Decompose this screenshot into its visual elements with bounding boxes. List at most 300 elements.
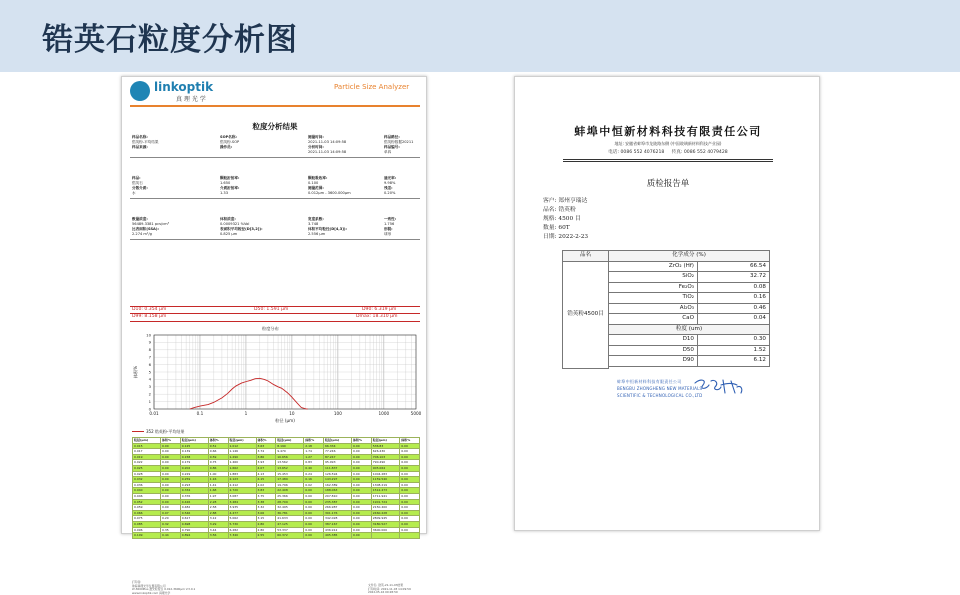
table-cell: 32.495 <box>276 505 304 511</box>
chem-value: 0.46 <box>698 303 770 314</box>
meta-cell: 样品编号: <box>384 145 400 149</box>
y-tick-label: 5 <box>148 369 151 375</box>
table-cell: 1.883 <box>228 471 256 477</box>
footer-right-line: 2022-05-16 09:28:59 <box>368 590 398 595</box>
table-cell: 301.176 <box>324 510 352 516</box>
table-cell: 2.80 <box>256 521 276 527</box>
table-cell: 1.16 <box>208 477 228 483</box>
table-cell: 8.190 <box>276 443 304 449</box>
section-divider <box>130 198 420 199</box>
param-cell: 分散介质: <box>132 186 148 190</box>
table-cell: 0.35 <box>161 527 181 533</box>
table-cell: 0.019 <box>133 454 161 460</box>
table-cell: 342.028 <box>324 516 352 522</box>
chem-value: 66.54 <box>698 261 770 272</box>
company-phone: 电话: 0086 552 4076218 <box>608 150 665 155</box>
meta-cell: 2021-11-03 14:09:58 <box>308 140 347 144</box>
table-cell: 0.179 <box>180 460 208 466</box>
table-cell: 0.00 <box>304 533 324 539</box>
table-cell: 1901.724 <box>371 499 399 505</box>
meta-cell: 样品名称: <box>132 135 148 139</box>
table-cell <box>400 533 420 539</box>
param-cell: 9.98% <box>384 181 396 185</box>
table-cell <box>371 533 399 539</box>
result-cell: 0.825 μm <box>220 232 238 236</box>
title-bar <box>0 0 960 72</box>
table-cell: 2.58 <box>208 505 228 511</box>
table-cell: 126.594 <box>324 471 352 477</box>
table-spacer <box>609 366 770 368</box>
section-divider <box>130 239 420 240</box>
signature-icon <box>691 375 747 401</box>
table-cell: 4.477 <box>228 510 256 516</box>
table-cell: 0.00 <box>352 527 372 533</box>
result-cell: 数量浓度: <box>132 217 148 221</box>
meta-cell: 样品来源: <box>132 145 148 149</box>
table-cell: 436.912 <box>324 527 352 533</box>
table-cell: 536.83 <box>371 443 399 449</box>
inspection-table <box>562 250 770 369</box>
table-cell: 0.036 <box>133 482 161 488</box>
seal-chinese: 蚌埠中恒新材料科技有限责任公司 <box>617 379 682 384</box>
table-cell: 0.00 <box>400 516 420 522</box>
table-cell: 0.75 <box>208 460 228 466</box>
table-cell: 235.387 <box>324 499 352 505</box>
result-cell: 宽度系数: <box>308 217 324 221</box>
table-cell: 0.426 <box>180 499 208 505</box>
param-cell: 0.100 <box>308 181 319 185</box>
result-cell: 体积浓度: <box>220 217 236 221</box>
table-cell: 28.709 <box>276 499 304 505</box>
table-cell: 0.00 <box>352 499 372 505</box>
table-cell: 0.075 <box>133 516 161 522</box>
table-cell: 207.810 <box>324 493 352 499</box>
chem-value: 0.16 <box>698 293 770 304</box>
table-cell: 3.74 <box>256 449 276 455</box>
meta-cell: 样品路径: <box>384 135 400 139</box>
d50-value: D50: 1.591 μm <box>254 306 289 312</box>
table-cell: 0.00 <box>161 488 181 494</box>
table-cell: 0.202 <box>180 465 208 471</box>
table-cell: 0.00 <box>352 443 372 449</box>
particle-size-report <box>121 76 427 595</box>
table-cell: 0.00 <box>400 477 420 483</box>
legend-swatch <box>132 431 144 432</box>
meta-cell: 锆英粉数据20211 <box>384 140 414 144</box>
table-cell: 体积% <box>208 438 228 444</box>
table-cell: 体积% <box>304 438 324 444</box>
table-row <box>133 533 420 539</box>
table-cell: 2.720 <box>228 488 256 494</box>
table-cell: 36.781 <box>276 510 304 516</box>
table-cell: 5.062 <box>228 516 256 522</box>
table-cell: 162.389 <box>324 482 352 488</box>
seal-english-1: BENGBU ZHONGHENG NEW MATERIALS <box>617 386 703 391</box>
table-cell: 0.00 <box>352 460 372 466</box>
table-cell: 0.096 <box>133 527 161 533</box>
table-cell: 1.41 <box>208 482 228 488</box>
table-cell: 0.00 <box>161 443 181 449</box>
table-cell: 3.12 <box>208 516 228 522</box>
table-cell: 0.00 <box>304 516 324 522</box>
table-cell: 2.412 <box>228 482 256 488</box>
table-cell: 1.68 <box>208 488 228 494</box>
table-cell: 0.00 <box>400 465 420 471</box>
table-cell: 15.453 <box>276 471 304 477</box>
table-cell: 905.064 <box>371 465 399 471</box>
y-tick-label: 10 <box>146 332 151 338</box>
y-axis-label: 体积% <box>133 365 138 379</box>
table-cell: 0.017 <box>133 449 161 455</box>
table-cell: 0.790 <box>180 527 208 533</box>
table-cell: 4.13 <box>256 471 276 477</box>
table-cell: 17.489 <box>276 477 304 483</box>
y-tick-label: 4 <box>148 376 151 382</box>
table-cell: 495.385 <box>324 533 352 539</box>
param-cell: 0.012μm - 3600.000μm <box>308 191 351 195</box>
y-tick-label: 7 <box>148 354 151 360</box>
param-cell: 残差: <box>384 186 393 190</box>
table-cell: 0.015 <box>133 443 161 449</box>
table-cell: 22.408 <box>276 488 304 494</box>
table-cell: 0.894 <box>180 533 208 539</box>
footer-right-line: 打印时间: 2021-11-03 14:09:59 <box>368 586 411 591</box>
table-cell: 60.372 <box>276 533 304 539</box>
size-distribution-table <box>132 437 420 539</box>
table-cell: 体积% <box>352 438 372 444</box>
company-name: 蚌埠中恒新材料科技有限责任公司 <box>574 125 762 138</box>
table-cell: 0.085 <box>133 521 161 527</box>
y-tick-label: 9 <box>148 339 151 345</box>
y-tick-label: 8 <box>148 347 151 353</box>
meta-cell: 操作员: <box>220 145 233 149</box>
table-cell: 0.259 <box>180 477 208 483</box>
table-cell: 0.83 <box>304 460 324 466</box>
table-cell: 47.125 <box>276 521 304 527</box>
meta-date: 日期: 2022-2-23 <box>543 234 589 240</box>
chem-name: Fe₂O₃ <box>609 282 698 293</box>
table-cell: 0.51 <box>208 443 228 449</box>
table-cell: 87.247 <box>324 454 352 460</box>
table-cell: 0.00 <box>304 488 324 494</box>
meta-cell: SOP名称: <box>220 135 237 139</box>
table-cell: 0.00 <box>304 521 324 527</box>
table-cell: 1.74 <box>304 449 324 455</box>
table-cell: 0.00 <box>161 465 181 471</box>
table-cell: 1308.219 <box>371 482 399 488</box>
table-cell: 66.334 <box>324 443 352 449</box>
col-product-header: 品名 <box>563 251 609 262</box>
result-cell: 表面积平均粒径(D[3,2]): <box>220 227 263 231</box>
table-cell: 3.06 <box>256 510 276 516</box>
chem-value: 0.04 <box>698 314 770 325</box>
table-cell: 0.00 <box>161 493 181 499</box>
table-cell: 77.246 <box>324 449 352 455</box>
seal-english-2: SCIENTIFIC & TECHNOLOGICAL CO.,LTD <box>617 393 703 398</box>
size-name: D50 <box>609 345 698 356</box>
table-cell: 0.00 <box>352 510 372 516</box>
param-cell: 1.33 <box>220 191 229 195</box>
result-cell: 3.748 <box>308 222 319 226</box>
result-cell: 0.0009321 %Vol <box>220 222 250 226</box>
meta-customer: 客户: 郑州亨瑞达 <box>543 198 588 204</box>
table-cell: 3.15 <box>256 516 276 522</box>
table-cell: 2150.400 <box>371 505 399 511</box>
table-cell: 111.837 <box>324 465 352 471</box>
size-distribution-chart <box>128 331 424 423</box>
table-cell: 3.44 <box>208 527 228 533</box>
table-cell: 790.490 <box>371 460 399 466</box>
table-cell: 0.00 <box>352 465 372 471</box>
table-cell: 2.80 <box>256 527 276 533</box>
brand-cn: 真 理 光 学 <box>176 96 206 103</box>
x-tick-label: 1 <box>244 411 248 416</box>
table-cell: 0.40 <box>304 465 324 471</box>
d99-value: D99: 8.158 μm <box>132 314 167 319</box>
table-cell: 0.00 <box>400 521 420 527</box>
param-cell: 1.650 <box>220 181 231 185</box>
table-cell: 0.546 <box>180 510 208 516</box>
param-cell: 水 <box>132 191 136 195</box>
table-cell: 0.066 <box>133 510 161 516</box>
table-cell: 0.02 <box>304 482 324 488</box>
chart-title: 粒度分布 <box>262 326 279 331</box>
table-cell: 0.334 <box>180 488 208 494</box>
table-cell: 0.293 <box>180 482 208 488</box>
table-cell: 0.00 <box>161 482 181 488</box>
table-cell: 0.059 <box>133 505 161 511</box>
header-divider <box>130 105 420 107</box>
result-cell: 2.274 m²/g <box>132 232 152 236</box>
table-cell: 体积% <box>400 438 420 444</box>
table-cell: 3.75 <box>256 493 276 499</box>
table-cell: 粒径(μm) <box>324 438 352 444</box>
result-cell: 一致性: <box>384 217 397 221</box>
table-cell: 0.158 <box>180 454 208 460</box>
chem-name: CaO <box>609 314 698 325</box>
table-cell: 41.633 <box>276 516 304 522</box>
table-cell: 0.00 <box>400 449 420 455</box>
table-cell: 3.56 <box>208 533 228 539</box>
table-cell: 0.00 <box>352 533 372 539</box>
size-value: 1.52 <box>698 345 770 356</box>
table-cell: 2.55 <box>256 533 276 539</box>
table-cell: 0.66 <box>208 449 228 455</box>
table-cell: 3.83 <box>256 488 276 494</box>
table-cell: 0.00 <box>400 488 420 494</box>
table-cell: 0.00 <box>400 454 420 460</box>
table-cell: 0.046 <box>133 493 161 499</box>
table-cell: 0.00 <box>304 510 324 516</box>
footer-left-line: www.linkoptik.com 真理光学 <box>132 590 171 595</box>
x-tick-label: 0.1 <box>196 411 204 416</box>
footer-left-line: LT-3600Plus 激光粒度仪 0.012-3600μm V.3.0.1 <box>132 587 196 592</box>
table-cell: 13.652 <box>276 465 304 471</box>
table-cell: 3180.527 <box>371 521 399 527</box>
table-cell: 0.00 <box>161 454 181 460</box>
table-cell: 706.103 <box>371 454 399 460</box>
table-cell: 1.97 <box>208 493 228 499</box>
table-cell: 1004.283 <box>371 471 399 477</box>
table-cell: 0.022 <box>133 460 161 466</box>
size-value: 6.12 <box>698 356 770 367</box>
table-cell: 0.00 <box>400 493 420 499</box>
table-cell: 5.730 <box>228 521 256 527</box>
table-cell: 粒径(μm) <box>228 438 256 444</box>
table-cell: 体积% <box>256 438 276 444</box>
table-cell: 4.07 <box>256 465 276 471</box>
x-tick-label: 100 <box>333 411 342 416</box>
table-cell: 95.093 <box>324 460 352 466</box>
table-cell: 体积% <box>161 438 181 444</box>
chem-name: Al₂O₃ <box>609 303 698 314</box>
table-cell: 3.484 <box>228 499 256 505</box>
table-cell: 0.00 <box>161 505 181 511</box>
table-cell: 0.07 <box>161 510 181 516</box>
table-cell: 4.15 <box>256 477 276 483</box>
param-cell: 颗粒折射率: <box>220 176 240 180</box>
table-cell: 2.28 <box>208 499 228 505</box>
table-cell: 0.00 <box>304 527 324 533</box>
footer-right <box>368 584 411 595</box>
table-cell: 0.24 <box>304 471 324 477</box>
table-cell: 1.146 <box>228 449 256 455</box>
table-cell: 0.20 <box>161 516 181 522</box>
table-cell: 0.025 <box>133 465 161 471</box>
table-cell: 0.139 <box>180 449 208 455</box>
table-cell: 0.86 <box>208 465 228 471</box>
table-cell: 0.59 <box>208 454 228 460</box>
table-cell: 1.27 <box>304 454 324 460</box>
table-cell: 0.00 <box>352 521 372 527</box>
table-cell: 0.00 <box>352 505 372 511</box>
table-cell: 0.00 <box>400 510 420 516</box>
table-cell: 2460.228 <box>371 510 399 516</box>
meta-cell: 单四 <box>384 150 392 154</box>
d-values-line-3 <box>130 321 420 322</box>
col-chem-header: 化学成分 (%) <box>609 251 770 262</box>
dmax-value: Dmax: 18.310 μm <box>356 314 398 319</box>
result-cell: 形貌: <box>384 227 393 231</box>
table-cell: 0.00 <box>352 482 372 488</box>
table-cell: 3.86 <box>256 454 276 460</box>
result-cell: 球形 <box>384 232 392 236</box>
result-cell: 2.556 μm <box>308 232 326 236</box>
table-cell: 3.38 <box>256 499 276 505</box>
table-cell: 1.290 <box>228 454 256 460</box>
footer-right-line: 文件名: 锆英-21-11-03结果 <box>368 583 404 587</box>
y-tick-label: 0 <box>148 406 151 412</box>
table-cell: 266.987 <box>324 505 352 511</box>
table-cell: 7.340 <box>228 533 256 539</box>
chem-value: 32.72 <box>698 272 770 283</box>
table-cell: 626.430 <box>371 449 399 455</box>
footer-left-line: 打印者: <box>132 580 142 584</box>
table-cell: 1711.941 <box>371 493 399 499</box>
d90-value: D90: 6.319 μm <box>362 306 397 312</box>
section-divider <box>130 157 420 158</box>
table-cell: 0.00 <box>400 505 420 511</box>
table-cell: 53.337 <box>276 527 304 533</box>
quality-inspection-report <box>514 76 820 531</box>
table-cell: 2.123 <box>228 477 256 483</box>
table-cell: 2.88 <box>208 510 228 516</box>
table-cell: 19.796 <box>276 482 304 488</box>
company-address: 地址: 安徽省蚌埠市龙陵路东侧 (中国玻璃新材料科技产业园) <box>614 141 722 146</box>
table-cell: 0.00 <box>161 477 181 483</box>
table-cell: 4.02 <box>256 482 276 488</box>
table-cell: 1512.473 <box>371 488 399 494</box>
table-cell: 3.32 <box>256 505 276 511</box>
y-tick-label: 1 <box>148 398 151 404</box>
table-cell: 0.00 <box>400 443 420 449</box>
table-cell: 3600.000 <box>371 527 399 533</box>
size-name: D90 <box>609 356 698 367</box>
table-cell: 387.167 <box>324 521 352 527</box>
x-axis-label: 粒径 (μm) <box>275 418 295 423</box>
result-cell: 1.756 <box>384 222 395 226</box>
table-cell: 粒径(μm) <box>133 438 161 444</box>
table-cell: 0.125 <box>180 443 208 449</box>
table-cell: 0.00 <box>304 499 324 505</box>
table-cell: 1.662 <box>228 465 256 471</box>
param-cell: 颗粒吸收率: <box>308 176 328 180</box>
chem-name: ZrO₂ (Hf) <box>609 261 698 272</box>
y-tick-label: 2 <box>148 391 151 397</box>
table-cell: 0.040 <box>133 488 161 494</box>
meta-cell: 2021-11-03 14:09:58 <box>308 150 347 154</box>
letterhead-rule-thin <box>563 161 773 162</box>
param-cell: 测量范围: <box>308 186 324 190</box>
product-cell: 锆英粉4500目 <box>563 261 609 368</box>
table-cell: 0.00 <box>352 449 372 455</box>
size-value: 0.30 <box>698 335 770 346</box>
x-tick-label: 5000 <box>410 411 422 416</box>
table-cell: 0.00 <box>161 471 181 477</box>
table-cell: 0.052 <box>133 499 161 505</box>
meta-product: 品名: 锆英粉 <box>543 207 576 213</box>
table-cell: 1.00 <box>208 471 228 477</box>
result-cell: 56489.3381 pcs/cm³ <box>132 222 170 226</box>
param-cell: 介质折射率: <box>220 186 240 190</box>
result-cell: 体积平均粒径(D[4,3]): <box>308 227 347 231</box>
table-cell: 188.063 <box>324 488 352 494</box>
table-cell: 0.698 <box>180 521 208 527</box>
table-cell: 0.44 <box>161 533 181 539</box>
table-cell: 10.656 <box>276 454 304 460</box>
table-cell: 0.00 <box>400 460 420 466</box>
table-cell: 0.00 <box>352 516 372 522</box>
x-tick-label: 1000 <box>378 411 390 416</box>
analyzer-label: Particle Size Analyzer <box>334 83 410 91</box>
table-cell: 3.63 <box>256 443 276 449</box>
table-cell: 0.00 <box>400 471 420 477</box>
size-header: 粒度 (um) <box>609 324 770 335</box>
table-cell: 1.012 <box>228 443 256 449</box>
table-cell: 3.087 <box>228 493 256 499</box>
report-title: 粒度分析结果 <box>252 122 298 131</box>
company-contact <box>515 149 821 155</box>
meta-cell: 锆英粉-平均结果 <box>132 140 159 144</box>
table-cell: 0.00 <box>304 493 324 499</box>
param-cell: 遮光率: <box>384 176 397 180</box>
table-cell: 0.00 <box>352 471 372 477</box>
table-cell: 0.00 <box>400 527 420 533</box>
table-cell: 3.935 <box>228 505 256 511</box>
table-cell: 0.32 <box>161 521 181 527</box>
table-cell: 0.00 <box>161 499 181 505</box>
y-tick-label: 3 <box>148 384 151 390</box>
